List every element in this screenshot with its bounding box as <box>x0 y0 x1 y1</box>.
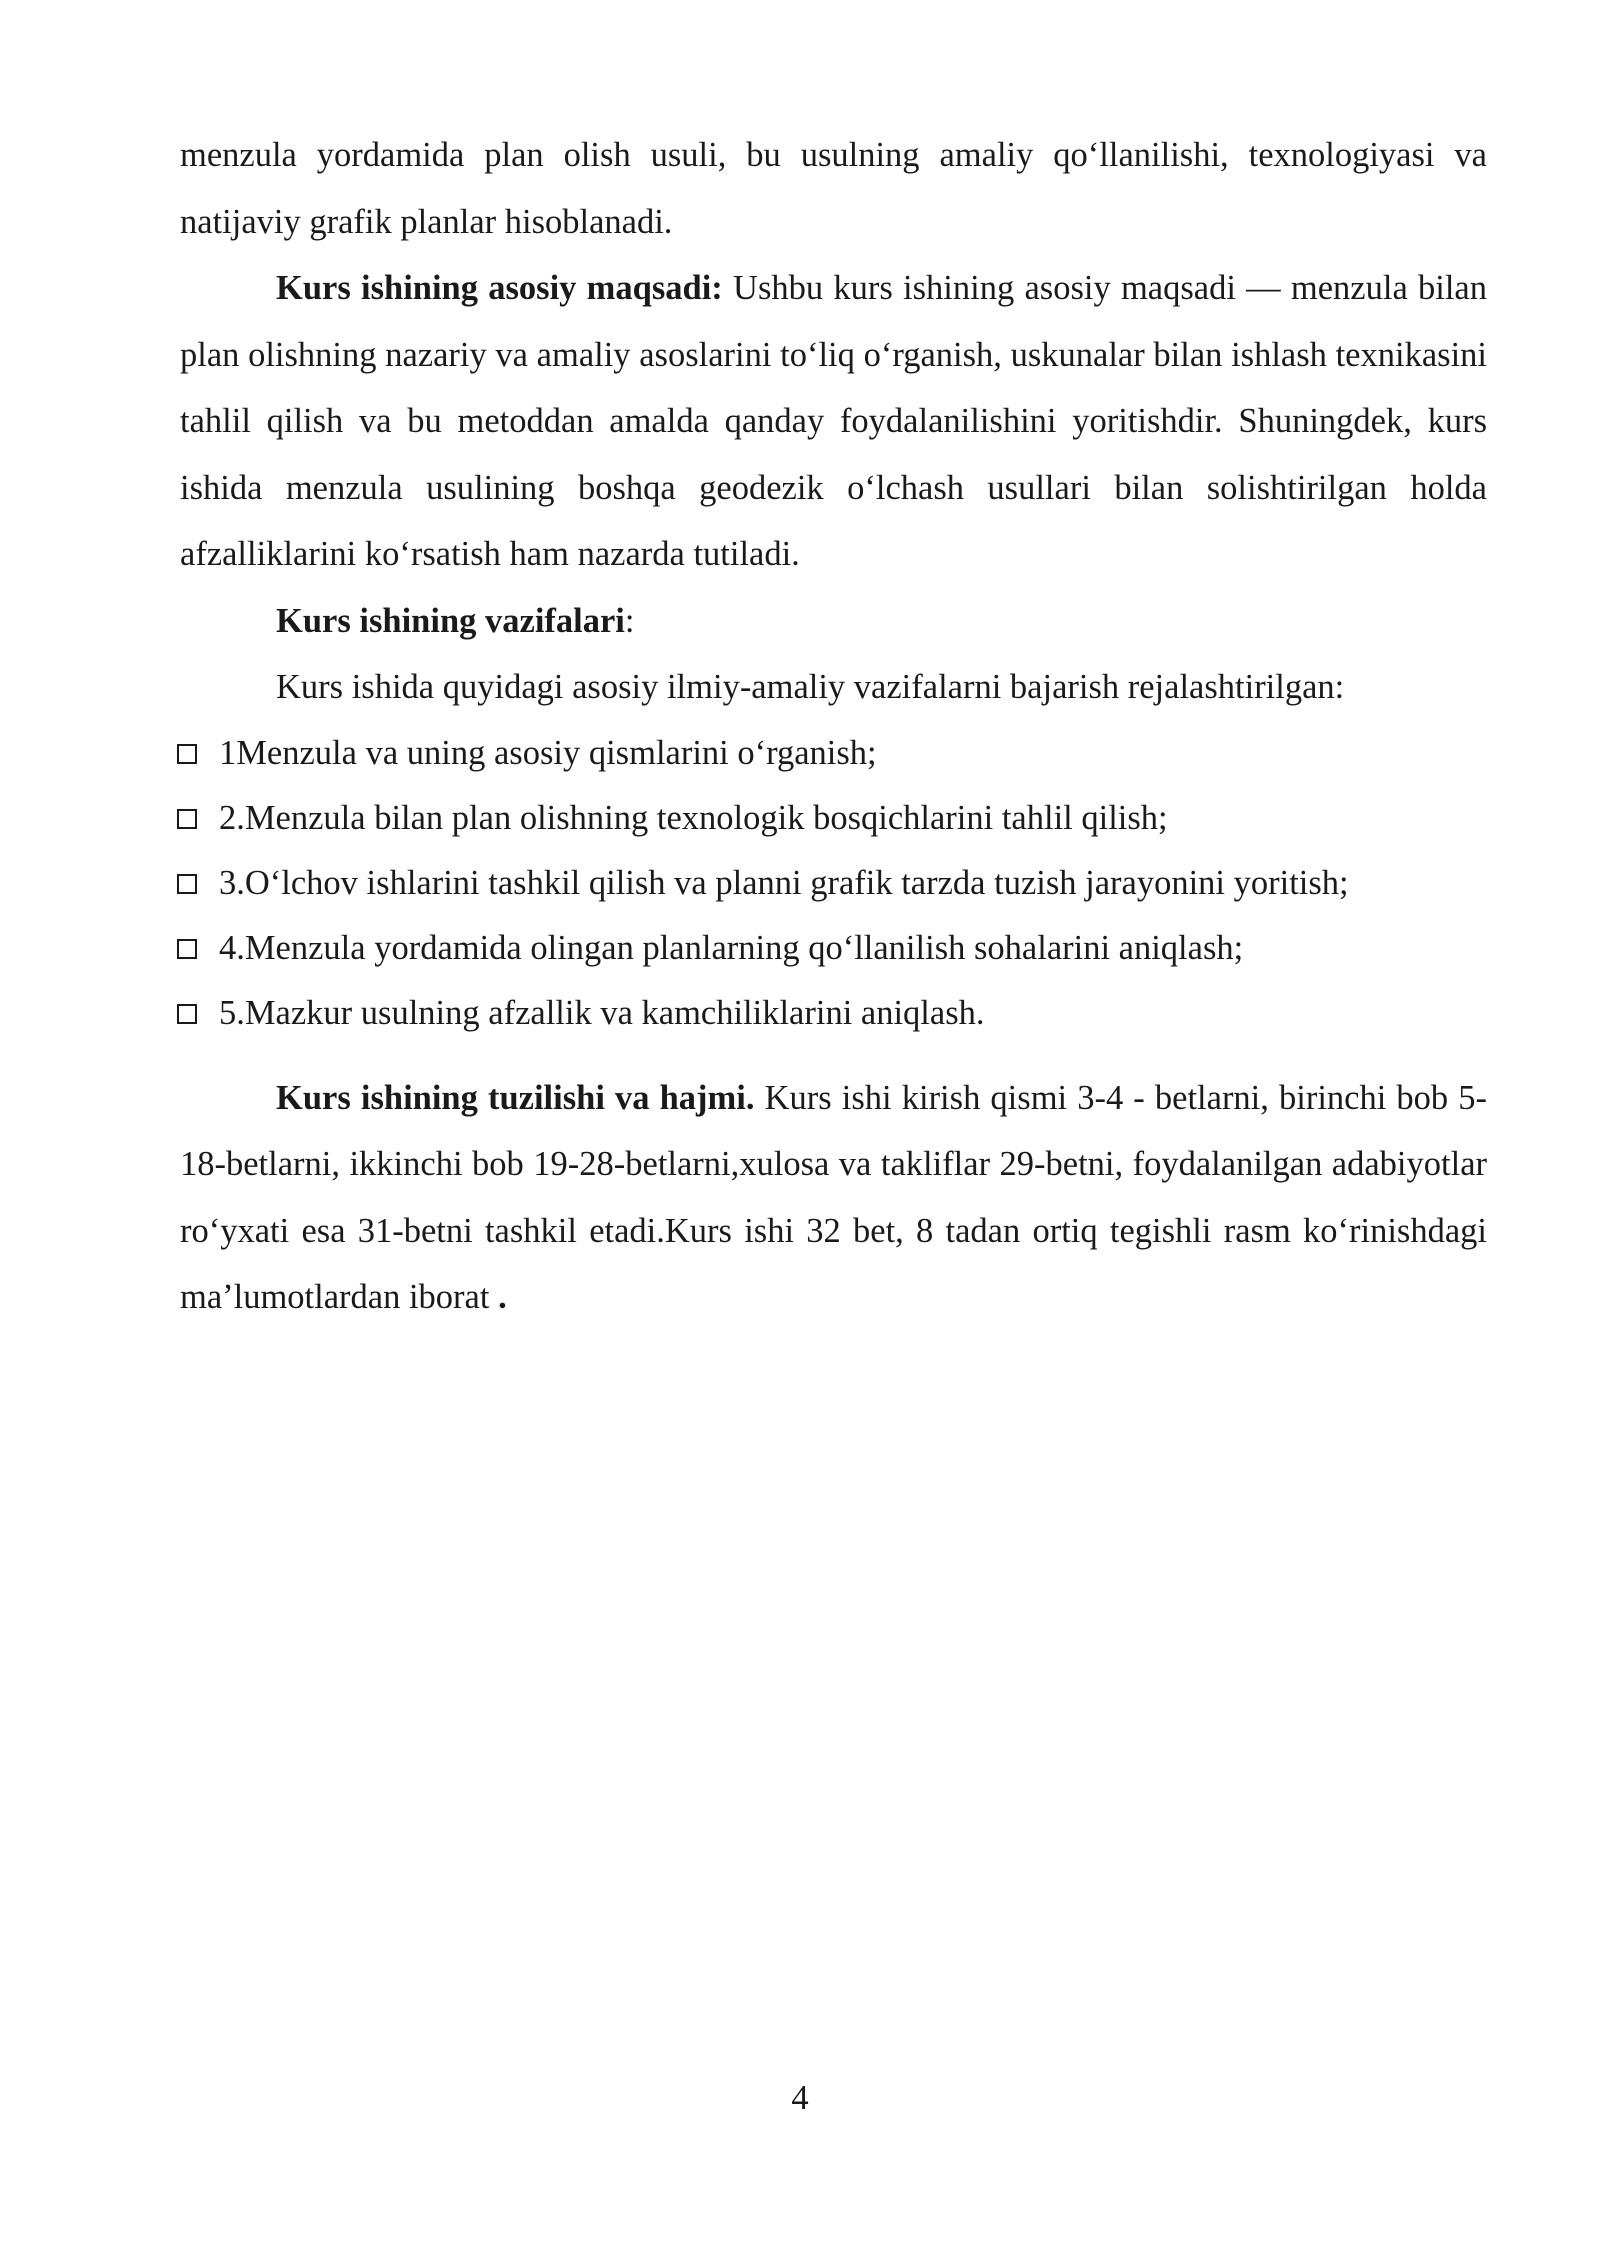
list-item-text: 2.Menzula bilan plan olishning texnologik bosqichlarini tahlil qilish; <box>219 798 1168 837</box>
list-item <box>177 851 1487 916</box>
structure-text: Kurs ishi kirish qismi 3-4 - betlarni, birinchi bob 5-18-betlarni, ikkinchi bob 19-28-betlarni,xulosa va takliflar 29-betni, foydalanilgan adabiyotlar roʻyxati esa 31-betni tashkil etadi.Kurs ishi 32 bet, 8 tadan ortiq tegishli rasm koʻrinishdagi maʼlumotlardan iborat <box>180 1078 1487 1316</box>
checkbox-square-icon <box>177 939 197 959</box>
list-item <box>177 916 1487 981</box>
tasks-heading-colon: : <box>624 601 635 640</box>
structure-end: . <box>489 1278 507 1316</box>
list-item-text: 4.Menzula yordamida olingan planlarning qoʻllanilish sohalarini aniqlash; <box>219 928 1244 967</box>
aim-heading: Kurs ishining asosiy maqsadi: <box>276 269 723 307</box>
structure-paragraph <box>180 1065 1487 1331</box>
page-number: 4 <box>791 2079 809 2117</box>
structure-heading: Kurs ishining tuzilishi va hajmi. <box>276 1078 755 1117</box>
list-item-text: 5.Mazkur usulning afzallik va kamchiliklarini aniqlash. <box>219 993 985 1032</box>
tasks-heading-paragraph <box>180 588 1487 655</box>
tasks-list <box>177 721 1487 1046</box>
tasks-intro-paragraph <box>180 654 1487 721</box>
list-item <box>177 981 1487 1046</box>
intro-continuation-paragraph <box>180 122 1487 255</box>
list-item <box>177 786 1487 851</box>
checkbox-square-icon <box>177 874 197 894</box>
list-item-text: 3.Oʻlchov ishlarini tashkil qilish va planni grafik tarzda tuzish jarayonini yoritish; <box>219 863 1349 902</box>
page-body <box>180 122 1487 1331</box>
tasks-heading: Kurs ishining vazifalari <box>276 601 625 640</box>
checkbox-square-icon <box>177 744 197 764</box>
aim-text: Ushbu kurs ishining asosiy maqsadi — menzula bilan plan olishning nazariy va amaliy asoslarini toʻliq oʻrganish, uskunalar bilan ishlash texnikasini tahlil qilish va bu metoddan amalda qanday foydalanilishini yoritishdir. Shuningdek, kurs ishida menzula usulining boshqa geodezik oʻlchash usullari bilan solishtirilgan holda afzalliklarini koʻrsatish ham nazarda tutiladi. <box>180 269 1487 573</box>
intro-continuation-text: menzula yordamida plan olish usuli, bu usulning amaliy qoʻllanilishi, texnologiyasi va natijaviy grafik planlar hisoblanadi. <box>180 136 1487 241</box>
tasks-intro-text: Kurs ishida quyidagi asosiy ilmiy-amaliy vazifalarni bajarish rejalashtirilgan: <box>276 668 1345 706</box>
checkbox-square-icon <box>177 809 197 829</box>
aim-paragraph <box>180 255 1487 588</box>
list-item <box>177 721 1487 786</box>
list-item-text: 1Menzula va uning asosiy qismlarini oʻrganish; <box>219 733 877 772</box>
checkbox-square-icon <box>177 1004 197 1024</box>
